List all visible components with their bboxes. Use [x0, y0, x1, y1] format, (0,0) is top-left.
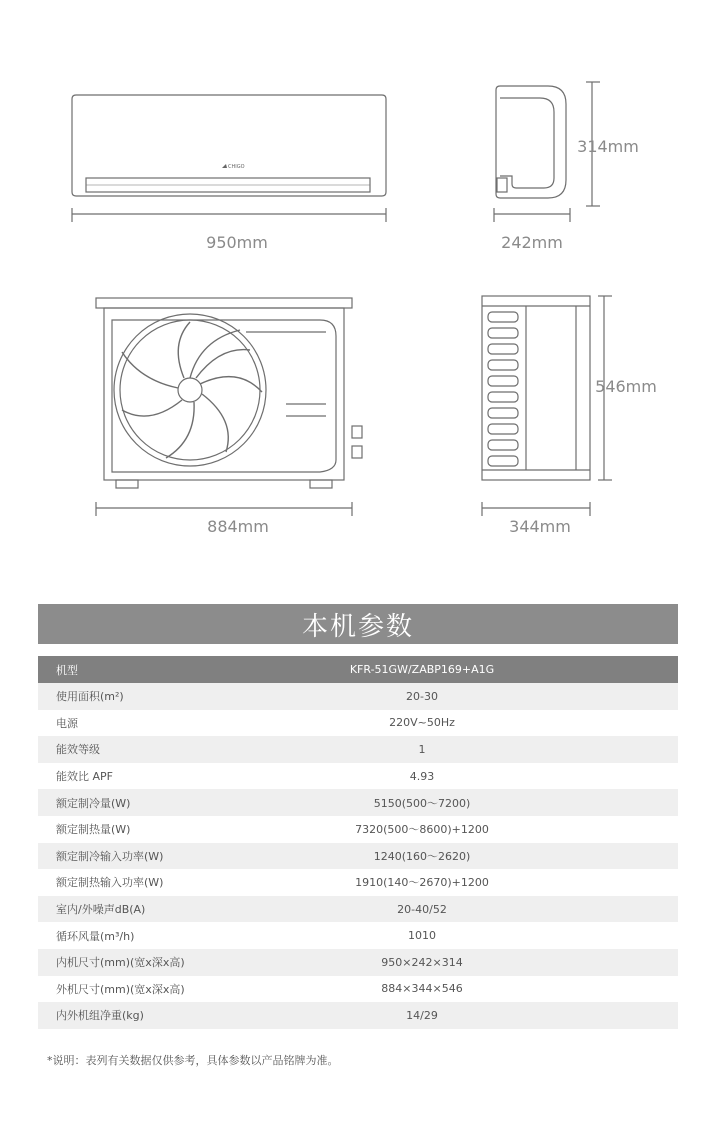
spec-label: 外机尺寸(mm)(宽x深x高): [38, 976, 226, 1003]
table-row: [38, 869, 678, 896]
indoor-unit-front-drawing: [72, 95, 386, 196]
outdoor-height-label: 546mm: [595, 377, 657, 396]
indoor-unit-side-drawing: [496, 86, 566, 198]
indoor-depth-label: 242mm: [501, 233, 563, 252]
outdoor-unit-side-drawing: [482, 296, 590, 480]
spec-banner-title: 本机参数: [38, 604, 678, 644]
table-row: [38, 736, 678, 763]
indoor-width-label: 950mm: [206, 233, 268, 252]
table-row: [38, 763, 678, 790]
spec-label: 内外机组净重(kg): [38, 1002, 226, 1029]
spec-label: 内机尺寸(mm)(宽x深x高): [38, 949, 226, 976]
table-row: [38, 896, 678, 923]
model-value: KFR-51GW/ZABP169+A1G: [226, 656, 678, 683]
spec-label: 使用面积(m²): [38, 683, 226, 710]
table-row: [38, 816, 678, 843]
outdoor-unit-front-drawing: [96, 298, 362, 488]
spec-table: [38, 656, 678, 1029]
spec-label: 循环风量(m³/h): [38, 922, 226, 949]
indoor-depth-dimension-line: [494, 208, 570, 222]
spec-value: 1240(160～2620): [226, 843, 678, 870]
spec-label: 室内/外噪声dB(A): [38, 896, 226, 923]
spec-label: 额定制冷量(W): [38, 789, 226, 816]
brand-logo-text: CHIGO: [228, 164, 245, 170]
spec-value: 1010: [226, 922, 678, 949]
outdoor-depth-label: 344mm: [509, 517, 571, 536]
spec-value: 7320(500～8600)+1200: [226, 816, 678, 843]
outdoor-width-label: 884mm: [207, 517, 269, 536]
spec-value: 1: [226, 736, 678, 763]
brand-logo: [222, 164, 245, 170]
indoor-height-label: 314mm: [577, 137, 639, 156]
spec-label: 额定制热输入功率(W): [38, 869, 226, 896]
spec-value: 1910(140～2670)+1200: [226, 869, 678, 896]
spec-label: 额定制冷输入功率(W): [38, 843, 226, 870]
footnote: *说明：表列有关数据仅供参考，具体参数以产品铭牌为准。: [47, 1054, 339, 1067]
spec-value: 20-40/52: [226, 896, 678, 923]
spec-value: 14/29: [226, 1002, 678, 1029]
spec-value: 950×242×314: [226, 949, 678, 976]
spec-label: 能效等级: [38, 736, 226, 763]
table-row: [38, 710, 678, 737]
spec-value: 5150(500～7200): [226, 789, 678, 816]
spec-table-header: [38, 656, 678, 683]
table-row: [38, 789, 678, 816]
table-row: [38, 1002, 678, 1029]
table-row: [38, 922, 678, 949]
spec-label: 额定制热量(W): [38, 816, 226, 843]
model-label: 机型: [38, 656, 226, 683]
table-row: [38, 976, 678, 1003]
spec-value: 884×344×546: [226, 976, 678, 1003]
outdoor-width-dimension-line: [96, 502, 352, 516]
table-row: [38, 843, 678, 870]
table-row: [38, 683, 678, 710]
spec-label: 能效比 APF: [38, 763, 226, 790]
spec-label: 电源: [38, 710, 226, 737]
spec-value: 20-30: [226, 683, 678, 710]
indoor-width-dimension-line: [72, 208, 386, 222]
outdoor-depth-dimension-line: [482, 502, 590, 516]
dimension-diagram: [0, 0, 705, 560]
spec-value: 220V~50Hz: [226, 710, 678, 737]
spec-value: 4.93: [226, 763, 678, 790]
table-row: [38, 949, 678, 976]
